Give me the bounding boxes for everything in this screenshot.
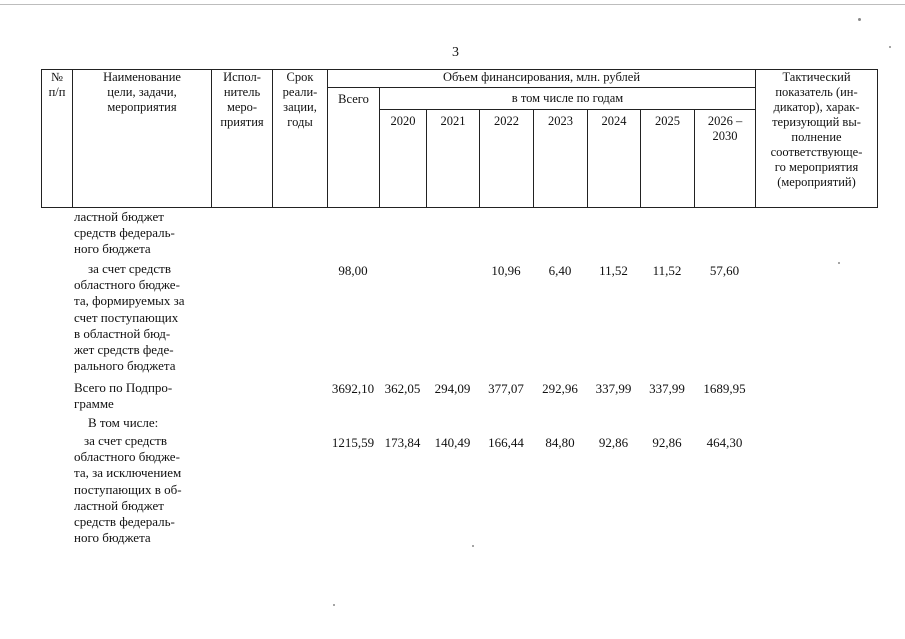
value-2021: 294,09	[434, 381, 471, 396]
page-number: 3	[452, 45, 459, 60]
row-description: за счет средств областного бюдже- та, формируемых за счет поступающих в областной бюд- жет средств феде- рального бюджета	[74, 261, 185, 374]
value-2025: 11,52	[652, 263, 682, 278]
header-year-2025: 2025	[641, 110, 695, 208]
value-2026-2030: 1689,95	[703, 381, 746, 396]
value-total: 3692,10	[331, 381, 375, 396]
header-by-years: в том числе по годам	[380, 88, 756, 110]
value-2022: 10,96	[491, 263, 521, 278]
row-label-including: В том числе:	[88, 415, 159, 430]
scan-speck	[472, 545, 474, 547]
header-year-2024: 2024	[588, 110, 641, 208]
header-funding: Объем финансирования, млн. рублей	[328, 70, 756, 88]
header-year-2026-2030: 2026 – 2030	[695, 110, 756, 208]
top-scan-edge	[0, 4, 905, 5]
header-number: № п/п	[42, 70, 73, 208]
header-year-2022: 2022	[480, 110, 534, 208]
scan-speck	[858, 18, 861, 21]
row-description: Всего по Подпро- грамме	[74, 380, 173, 412]
header-term: Срок реали- зации, годы	[273, 70, 328, 208]
value-2024: 11,52	[599, 263, 628, 278]
scan-speck	[333, 604, 335, 606]
value-2026-2030: 57,60	[709, 263, 740, 278]
value-2021: 140,49	[434, 435, 471, 450]
value-2025: 92,86	[652, 435, 682, 450]
header-total: Всего	[328, 88, 380, 208]
header-year-2021: 2021	[427, 110, 480, 208]
header-executor: Испол- нитель меро- приятия	[212, 70, 273, 208]
value-2023: 84,80	[545, 435, 575, 450]
value-2024: 92,86	[598, 435, 629, 450]
header-year-2023: 2023	[534, 110, 588, 208]
header-name: Наименование цели, задачи, мероприятия	[73, 70, 212, 208]
value-2022: 377,07	[488, 381, 524, 396]
scan-speck	[838, 262, 840, 264]
value-2020: 173,84	[384, 435, 421, 450]
table-header	[41, 69, 878, 208]
value-total: 1215,59	[331, 435, 375, 450]
row-description: за счет средств областного бюдже- та, за исключением поступающих в об- ластной бюджет средств федераль- ного бюджета	[74, 433, 182, 546]
value-2023: 6,40	[548, 263, 572, 278]
scan-speck	[889, 46, 891, 48]
header-indicator: Тактический показатель (ин- дикатор), харак- теризующий вы- полнение соответствующе- го мероприятия (мероприятий)	[756, 70, 878, 208]
value-total: 98,00	[338, 263, 368, 278]
header-year-2020: 2020	[380, 110, 427, 208]
value-2022: 166,44	[488, 435, 524, 450]
value-2026-2030: 464,30	[706, 435, 743, 450]
value-2024: 337,99	[595, 381, 632, 396]
value-2020: 362,05	[384, 381, 421, 396]
value-2023: 292,96	[542, 381, 578, 396]
row-description: ластной бюджет средств федераль- ного бюджета	[74, 209, 175, 257]
value-2025: 337,99	[649, 381, 685, 396]
